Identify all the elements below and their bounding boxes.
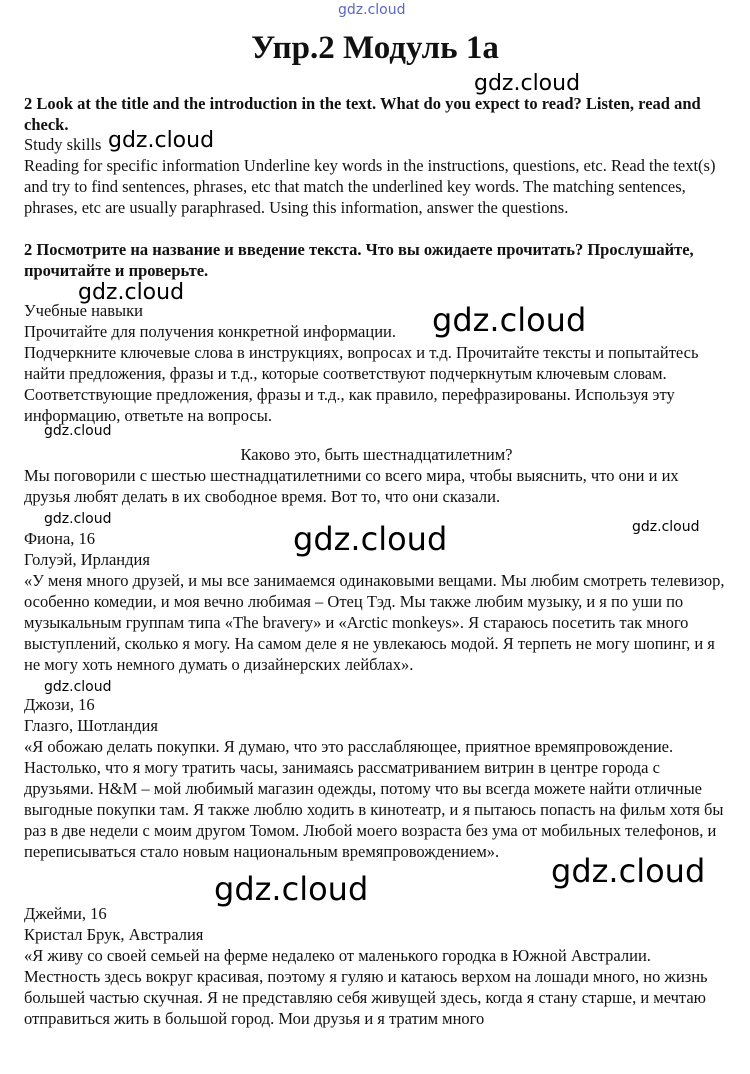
person-quote: «Я живу со своей семьей на ферме недалеко от маленького городка в Южной Австралии. Местность здесь вокруг красивая, поэтому я гуляю и катаюсь верхом на лошади много, но жизнь большей частью скучная. Я не представляю себя живущей здесь, когда я стану старше, и мечтаю отправиться жить в большой город. Мои друзья и я тратим много (24, 946, 708, 1028)
person-quote: «Я обожаю делать покупки. Я думаю, что это расслабляющее, приятное времяпровождение. Настолько, что я могу тратить часы, занимаясь рассматриванием витрин в центре города с друзьями. H&M – мой любимый магазин одежды, потому что вы всегда можете найти отличные выгодные покупки там. Я также люблю ходить в кинотеатр, и я пытаюсь попасть на фильм хотя бы раз в две недели с моим другом Томом. Любой моего возраста без ума от мобильных телефонов, и переписываться стало новым национальным времяпровождением». (24, 737, 724, 861)
watermark: gdz.cloud (632, 519, 700, 535)
task-russian: 2 Посмотрите на название и введение текста. Что вы ожидаете прочитать? Прослушайте, прочитайте и проверьте. (24, 240, 694, 280)
person-name: Джейми, 16 (24, 904, 107, 923)
person-place: Кристал Брук, Австралия (24, 925, 204, 944)
watermark: gdz.cloud (474, 71, 581, 96)
watermark: gdz.cloud (551, 852, 706, 890)
watermark: gdz.cloud (44, 511, 112, 527)
study-skills-heading-english: Study skills (24, 135, 102, 154)
study-skills-text-russian: Подчеркните ключевые слова в инструкциях, вопросах и т.д. Прочитайте тексты и попытайтесь найти предложения, фразы и т.д., которые соответствуют подчеркнутым ключевым словам. Соответствующие предложения, фразы и т.д., как правило, перефразированы. Используя эту информацию, ответьте на вопросы. (24, 343, 699, 425)
watermark: gdz.cloud (432, 301, 587, 339)
person-name: Джози, 16 (24, 695, 95, 714)
study-skills-heading-russian: Учебные навыки (24, 301, 143, 320)
watermark: gdz.cloud (293, 520, 448, 558)
article-heading: Каково это, быть шестнадцатилетним? (240, 445, 513, 464)
watermark: gdz.cloud (78, 280, 185, 305)
task-english: 2 Look at the title and the introduction in the text. What do you expect to read? Listen, read and check. (24, 94, 701, 134)
study-skills-line-russian: Прочитайте для получения конкретной информации. (24, 322, 396, 341)
watermark: gdz.cloud (44, 423, 112, 439)
person-place: Глазго, Шотландия (24, 716, 158, 735)
watermark: gdz.cloud (108, 128, 215, 153)
article-intro: Мы поговорили с шестью шестнадцатилетними со всего мира, чтобы выяснить, что они и их друзья любят делать в их свободное время. Вот то, что они сказали. (24, 466, 679, 506)
watermark: gdz.cloud (44, 679, 112, 695)
person-place: Голуэй, Ирландия (24, 550, 150, 569)
person-quote: «У меня много друзей, и мы все занимаемся одинаковыми вещами. Мы любим смотреть телевизор, особенно комедии, и моя вечно любимая – Отец Тэд. Мы также любим музыку, и я по уши по музыкальным группам типа «The bravery» и «Arctic monkeys». Я стараюсь посетить так много выступлений, сколько я могу. На самом деле я не увлекаюсь модой. Я терпеть не могу шопинг, и я не могу хоть немного думать о дизайнерских лейблах». (24, 571, 725, 674)
person-name: Фиона, 16 (24, 529, 96, 548)
watermark: gdz.cloud (214, 870, 369, 908)
page-title: Упр.2 Модуль 1a (251, 30, 499, 66)
study-skills-text-english: Reading for specific information Underline key words in the instructions, questions, etc. Read the text(s) and try to find sentences, phrases, etc that match the underlined key words. The matching sentences, phrases, etc are usually paraphrased. Using this information, answer the questions. (24, 156, 716, 217)
watermark-top: gdz.cloud (338, 2, 406, 18)
